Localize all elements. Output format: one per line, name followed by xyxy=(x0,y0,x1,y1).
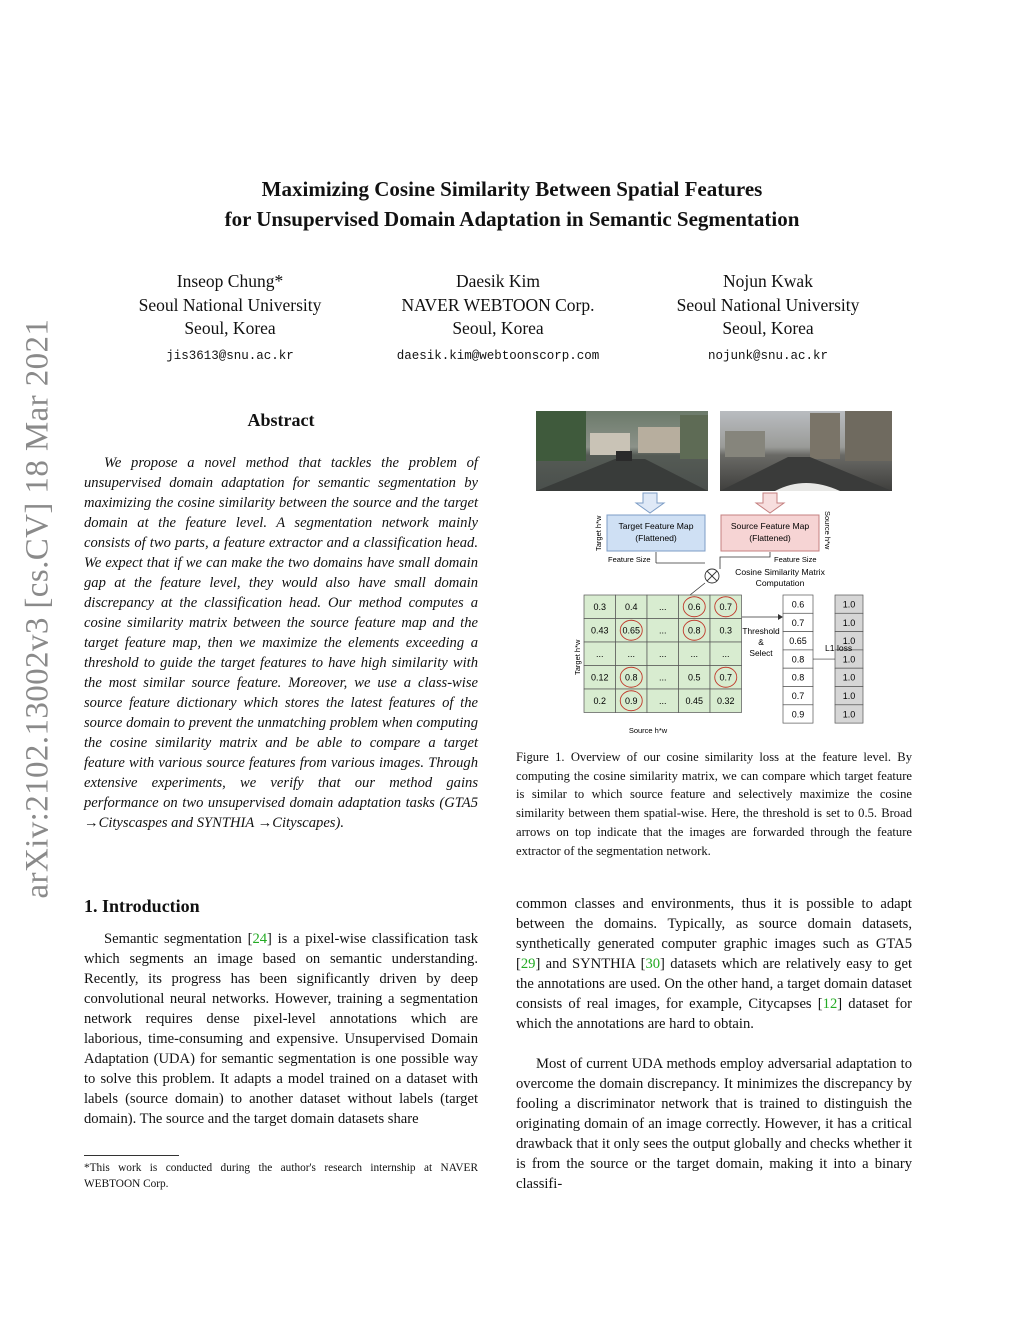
citation-link[interactable]: 29 xyxy=(520,956,536,972)
arxiv-identifier[interactable]: arXiv:2102.13002v3 [cs.CV] 18 Mar 2021 xyxy=(19,318,56,899)
matrix-x-label: Source h*w xyxy=(628,726,668,735)
text: ] dataset for which the annotations are hard to obtain. xyxy=(516,996,912,1032)
matrix-value: ... xyxy=(658,625,667,636)
selected-value: 0.9 xyxy=(791,709,805,720)
matrix-value: 0.9 xyxy=(624,696,638,707)
intro-paragraph xyxy=(84,929,478,1129)
matrix-y-label: Target h*w xyxy=(573,639,582,675)
selected-value: 0.6 xyxy=(791,599,805,610)
author-location: Seoul, Korea xyxy=(722,318,814,338)
one-value: 1.0 xyxy=(842,617,856,628)
intro-text-b: ] is a pixel-wise classification task which segments an image based on semantic understanding. Recently, its progress has been significantly driven by deep convolutional neural networks. However, training a segmentation network requires dense pixel-level annotations which are laborious, time-consuming and expensive. Unsupervised Domain Adaptation (UDA) for semantic segmentation is one possible way to solve this problem. It adapts a model trained on a dataset with labels (source domain) to another dataset without labels (target domain). The source and the target domain datasets share xyxy=(84,931,479,1127)
text: ] datasets which are relatively easy to get the annotations are used. On the other hand, a target domain dataset consists of real images, for example, Citycapses [ xyxy=(516,956,912,1012)
right-paragraph-1 xyxy=(516,894,912,1034)
author-email[interactable]: nojunk@snu.ac.kr xyxy=(707,348,829,363)
author-email[interactable]: daesik.kim@webtoonscorp.com xyxy=(396,348,600,363)
author-name: Inseop Chung* xyxy=(176,271,284,291)
matrix-value: 0.7 xyxy=(719,602,733,613)
l1-loss-label: L1 loss xyxy=(825,643,853,653)
matrix-value: ... xyxy=(658,672,667,683)
matrix-value: ... xyxy=(658,696,667,707)
paper-title xyxy=(0,174,1024,234)
abstract-heading: Abstract xyxy=(247,410,315,430)
selected-values xyxy=(783,595,813,723)
author-3 xyxy=(650,270,886,368)
matrix-value: 0.8 xyxy=(687,625,701,636)
author-affiliation: NAVER WEBTOON Corp. xyxy=(401,294,595,315)
matrix-value: ... xyxy=(721,649,730,660)
cos-label-1: Cosine Similarity Matrix xyxy=(735,567,825,577)
matrix-value: 0.45 xyxy=(685,696,704,707)
one-value: 1.0 xyxy=(842,709,856,720)
matrix-value: 0.5 xyxy=(687,672,701,683)
footnote: *This work is conducted during the author's research internship at NAVER WEBTOON Corp. xyxy=(84,1162,478,1190)
matrix-value: ... xyxy=(690,649,699,660)
matrix-value: ... xyxy=(658,602,667,613)
threshold-line2: & xyxy=(758,637,764,647)
target-image xyxy=(536,411,708,491)
target-ones xyxy=(813,595,863,723)
citation-link[interactable]: 30 xyxy=(645,956,661,972)
threshold-line1: Threshold xyxy=(742,626,780,636)
author-affiliation: Seoul National University xyxy=(676,294,860,315)
author-2 xyxy=(368,270,628,368)
matrix-value: 0.6 xyxy=(687,602,701,613)
threshold-line3: Select xyxy=(749,648,773,658)
matrix-value: 0.12 xyxy=(590,672,609,683)
selected-value: 0.8 xyxy=(791,672,805,683)
text: common classes and environments, thus it is possible to adapt between the domains. Typically, as source domain datasets, synthetically generated computer graphic images such as GTA5 [ xyxy=(516,896,912,972)
matrix-value: 0.65 xyxy=(622,625,641,636)
matrix-value: 0.32 xyxy=(716,696,735,707)
matrix-value: 0.3 xyxy=(593,602,607,613)
one-value: 1.0 xyxy=(842,599,856,610)
target-box-line2: (Flattened) xyxy=(635,533,677,543)
footnote-rule xyxy=(84,1155,179,1156)
author-email[interactable]: jis3613@snu.ac.kr xyxy=(166,348,294,363)
author-name: Nojun Kwak xyxy=(723,271,813,291)
author-1 xyxy=(112,270,348,368)
text: ] and SYNTHIA [ xyxy=(535,956,646,972)
source-box-line1: Source Feature Map xyxy=(730,521,810,531)
abstract-text: We propose a novel method that tackles the problem of unsupervised domain adaptation for semantic segmentation by maximizing the cosine similarity between the source and the target domain at the feature level. A segmentation network mainly consists of two parts, a feature extractor and a classification head. We expect that if we can make the two domains have small domain gap at the feature level, they would also have small domain discrepancy at the classification head. Our method computes a cosine similarity matrix between the source feature map and the target feature map, then we maximize the elements exceeding a threshold to guide the target features to have high similarity with the most similar source feature. Moreover, we use a class-wise source feature dictionary which stores the latest features of the source domain to prevent the unmatching problem when computing the cosine similarity matrix and be able to compare a target feature with various source features from various images. Through extensive experiments, we verify that our method gains performance on two unsupervised domain adaptation tasks (GTA5 →Cityscaspes and SYNTHIA →Cityscapes). xyxy=(84,455,478,831)
selected-value: 0.7 xyxy=(791,690,805,701)
citation-link[interactable]: 12 xyxy=(822,996,838,1012)
selected-value: 0.7 xyxy=(791,617,805,628)
intro-heading: 1. Introduction xyxy=(84,896,200,916)
author-name: Daesik Kim xyxy=(455,271,541,291)
matrix-value: 0.4 xyxy=(624,602,638,613)
matrix-value: ... xyxy=(595,649,604,660)
matrix-value: 0.8 xyxy=(624,672,638,683)
matrix-value: 0.7 xyxy=(719,672,733,683)
feature-size-left: Feature Size xyxy=(608,555,651,564)
right-paragraph-2: Most of current UDA methods employ adversarial adaptation to overcome the domain discrepancy. It minimizes the discrepancy by fooling a discriminator network that is trained to distinguish the originating domain of an image correctly. However, it has a critical drawback that it only sees the output globally and checks whether it is from the source or the target domain, making it into a binary classifi- xyxy=(516,1056,912,1192)
source-side-label: Source h*w xyxy=(823,511,832,550)
matrix-value: ... xyxy=(627,649,636,660)
matrix-value: ... xyxy=(658,649,667,660)
source-box-line2: (Flattened) xyxy=(749,533,791,543)
title-line-2: for Unsupervised Domain Adaptation in Semantic Segmentation xyxy=(224,207,800,231)
citation-link[interactable]: 24 xyxy=(252,931,268,947)
author-affiliation: Seoul National University xyxy=(138,294,322,315)
title-line-1: Maximizing Cosine Similarity Between Spatial Features xyxy=(261,177,763,201)
selected-value: 0.65 xyxy=(789,636,807,647)
cos-label-2: Computation xyxy=(755,578,805,588)
source-image xyxy=(720,411,892,491)
one-value: 1.0 xyxy=(842,672,856,683)
matrix-value: 0.43 xyxy=(590,625,609,636)
similarity-matrix xyxy=(584,595,742,713)
intro-text-a: Semantic segmentation [ xyxy=(104,931,253,947)
matrix-value: 0.3 xyxy=(719,625,733,636)
target-side-label: Target h*w xyxy=(594,515,603,551)
figure-caption: Figure 1. Overview of our cosine similarity loss at the feature level. By computing the cosine similarity matrix, we can compare which target feature is similar to which source feature and selectively maximize the cosine similarity between them spatial-wise. Here, the threshold is set to 0.5. Broad arrows on top indicate that the images are forwarded through the feature extractor of the segmentation network. xyxy=(516,750,912,858)
matrix-value: 0.2 xyxy=(593,696,607,707)
one-value: 1.0 xyxy=(842,654,856,665)
one-value: 1.0 xyxy=(842,636,856,647)
target-box-line1: Target Feature Map xyxy=(618,521,694,531)
feature-size-right: Feature Size xyxy=(774,555,817,564)
author-location: Seoul, Korea xyxy=(184,318,276,338)
figure-1 xyxy=(520,405,900,740)
author-location: Seoul, Korea xyxy=(452,318,544,338)
selected-value: 0.8 xyxy=(791,654,805,665)
one-value: 1.0 xyxy=(842,690,856,701)
